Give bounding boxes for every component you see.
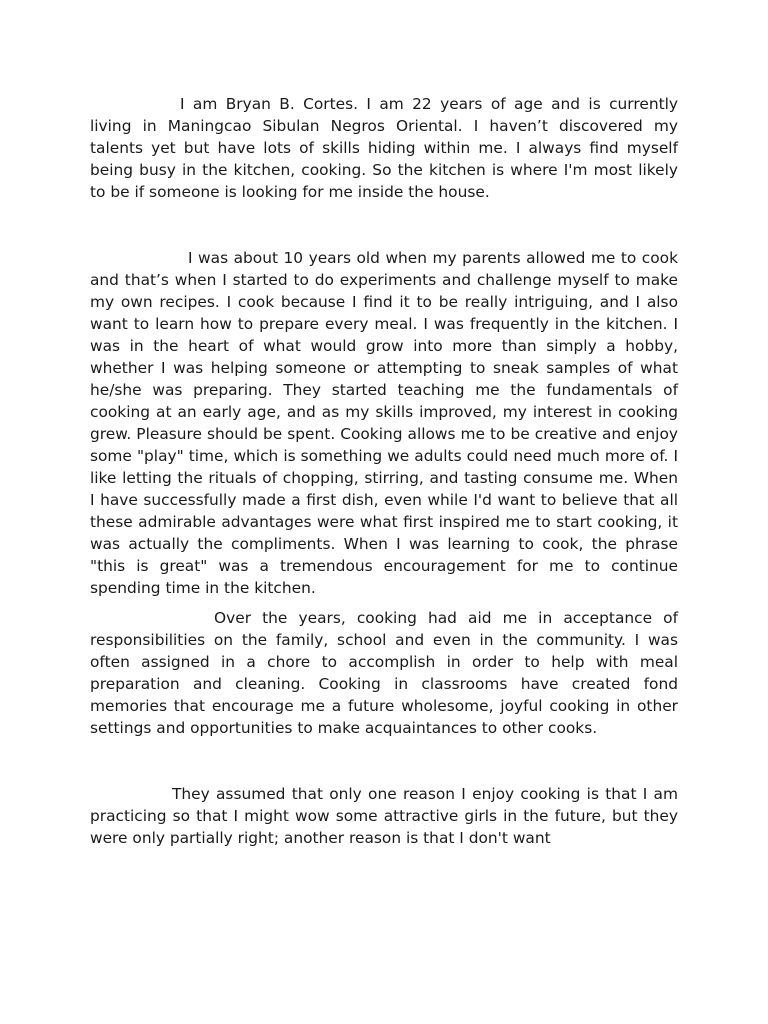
document-page [90, 93, 678, 849]
paragraph-reasons: They assumed that only one reason I enjoy cooking is that I am practicing so that I might wow some attractive girls in the future, but they were only partially right; another reason is that I don't want [90, 785, 678, 847]
paragraph-responsibilities: Over the years, cooking had aid me in acceptance of responsibilities on the family, school and even in the community. I was often assigned in a chore to accomplish in order to help with meal preparation and cleaning. Cooking in classrooms have created fond memories that encourage me a future wholesome, joyful cooking in other settings and opportunities to make acquaintances to other cooks. [90, 609, 678, 737]
paragraph-introduction: I am Bryan B. Cortes. I am 22 years of age and is currently living in Maningcao Sibulan Negros Oriental. I haven’t discovered my talents yet but have lots of skills hiding within me. I always find myself being busy in the kitchen, cooking. So the kitchen is where I'm most likely to be if someone is looking for me inside the house. [90, 95, 678, 201]
paragraph-cooking-origins: I was about 10 years old when my parents allowed me to cook and that’s when I started to do experiments and challenge myself to make my own recipes. I cook because I find it to be really intriguing, and I also want to learn how to prepare every meal. I was frequently in the kitchen. I was in the heart of what would grow into more than simply a hobby, whether I was helping someone or attempting to sneak samples of what he/she was preparing. They started teaching me the fundamentals of cooking at an early age, and as my skills improved, my interest in cooking grew. Pleasure should be spent. Cooking allows me to be creative and enjoy some "play" time, which is something we adults could need much more of. I like letting the rituals of chopping, stirring, and tasting consume me. When I have successfully made a first dish, even while I'd want to believe that all these admirable advantages were what first inspired me to start cooking, it was actually the compliments. When I was learning to cook, the phrase "this is great" was a tremendous encouragement for me to continue spending time in the kitchen. [90, 249, 678, 597]
